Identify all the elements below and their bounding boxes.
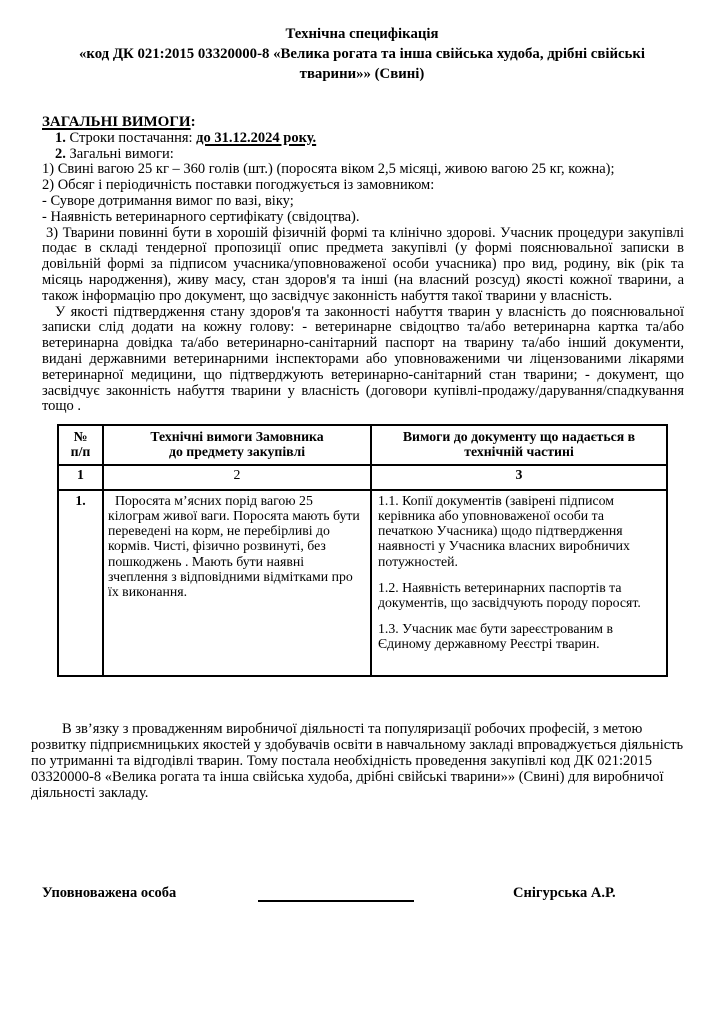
document-requirement-3: 1.3. Учасник має бути зареєстрованим в Єдиному державному Реєстрі тварин. (378, 621, 613, 652)
column-number-1: 1 (58, 465, 103, 490)
paragraph-health-confirmation: У якості підтвердження стану здоров'я та законності набуття тварин у власність до пояснювальної записки слід додати на кожну голову: - ветеринарне свідоцтво та/або ветеринарна картка та/або ветеринарна довідка та/або ветеринарно-санітарний паспорт на тварину та/або інший документи, видані державними ветеринарними інспекторами або уповноваженими чи ліцензованими лікарями ветеринарної медицини, що підтверджують ветеринарно-санітарний стан тварини; - документ, що засвідчує законність набуття тварини у власність (договори купівлі-продажу/дарування/спадкування тощо . (42, 303, 684, 415)
section-heading-text: ЗАГАЛЬНІ ВИМОГИ (42, 114, 191, 130)
header-line: технічній частині (464, 444, 574, 460)
table-cell-requirements: Поросята м’ясних порід вагою 25 кілограм живої ваги. Поросята мають бути переведені на корм, не перебірливі до кормів. Чисті, фізично розвинуті, без пошкоджень . Мають бути наявні зчеплення з відповідними відмітками про їх виконання. (103, 490, 371, 676)
list-item-vet-certificate: - Наявність ветеринарного сертифікату (свідоцтва). (42, 208, 360, 225)
signature-block (0, 885, 724, 909)
item-number: 1. (55, 129, 66, 146)
header-line: № (73, 429, 88, 445)
document-body (42, 115, 684, 677)
table-column-numbers-row (58, 465, 667, 490)
table-header-requirements (103, 425, 371, 464)
item-deadline: до 31.12.2024 року. (196, 129, 317, 146)
header-line: Вимоги до документу що надається в (402, 429, 636, 445)
column-number-2: 2 (103, 465, 371, 490)
signature-name: Снігурська А.Р. (513, 884, 616, 901)
requirements-table (57, 424, 668, 677)
list-item-general-requirements (42, 147, 684, 163)
table-cell-documents (371, 490, 667, 676)
paragraph-animal-condition: 3) Тварини повинні бути в хорошій фізичній формі та клінічно здорові. Учасник процедури закупівлі подає в складі тендерної пропозиції опис предмета закупівлі (у формі пояснювальної записки в довільній формі за підписом учасника/уповноваженої особи учасника) про вид, родину, вік (рік та місяць народження), живу масу, стан здоров'я та інші (на власний розсуд) якості кожної тварини, а також інформацію про документ, що засвідчує законність набуття такої тварини у власність. (42, 224, 684, 304)
document-title (0, 0, 724, 84)
title-line-3: тварини»» (Свині) (299, 66, 425, 82)
item-number: 2. (55, 145, 66, 162)
item-text: Строки постачання: (69, 129, 193, 146)
table-cell-row-number: 1. (58, 490, 103, 676)
signature-line (258, 900, 414, 902)
column-number-3: 3 (371, 465, 667, 490)
table-header-documents (371, 425, 667, 464)
header-line: Технічні вимоги Замовника (150, 429, 324, 445)
table-row (58, 490, 667, 676)
document-requirement-1: 1.1. Копії документів (завірені підписом керівника або уповноваженої особи та печаткою Учасника) щодо підтвердження наявності у Учасника власних виробничих потужностей. (378, 492, 630, 569)
title-line-2: «код ДК 021:2015 03320000-8 «Велика рогата та інша свійська худоба, дрібні свійські (78, 46, 646, 62)
list-item-delivery-schedule: 2) Обсяг і періодичність поставки погоджується із замовником: (42, 177, 435, 194)
header-line: п/п (70, 444, 91, 460)
paragraph-closing-justification: В зв’язку з провадженням виробничої діяльності та популяризації робочих професій, з метою розвитку підприємницьких якостей у здобувачів освіти в навчальному закладі впроваджується діяльність по утриманні та відгодівлі тварин. Тому постала необхідність проведення закупівлі код ДК 021:2015 03320000-8 «Велика рогата та інша свійська худоба, дрібні свійські тварини»» (Свині) для виробничої діяльності закладу. (31, 720, 684, 801)
document-requirement-2: 1.2. Наявність ветеринарних паспортів та документів, що засвідчують породу поросят. (378, 579, 641, 610)
table-header-number (58, 425, 103, 464)
section-heading-colon: : (190, 114, 196, 130)
signature-label: Уповноважена особа (42, 884, 177, 901)
list-item-delivery-terms (42, 131, 684, 147)
item-text: Загальні вимоги: (69, 145, 174, 162)
table-header-row (58, 425, 667, 464)
list-item-pigs-quantity: 1) Свині вагою 25 кг – 360 голів (шт.) (поросята віком 2,5 місяці, живою вагою 25 кг, кожна); (42, 161, 615, 178)
header-line: до предмету закупівлі (168, 444, 306, 460)
list-item-weight-age: - Суворе дотримання вимог по вазі, віку; (42, 192, 294, 209)
title-line-1: Технічна специфікація (285, 26, 439, 42)
section-heading (42, 115, 684, 131)
